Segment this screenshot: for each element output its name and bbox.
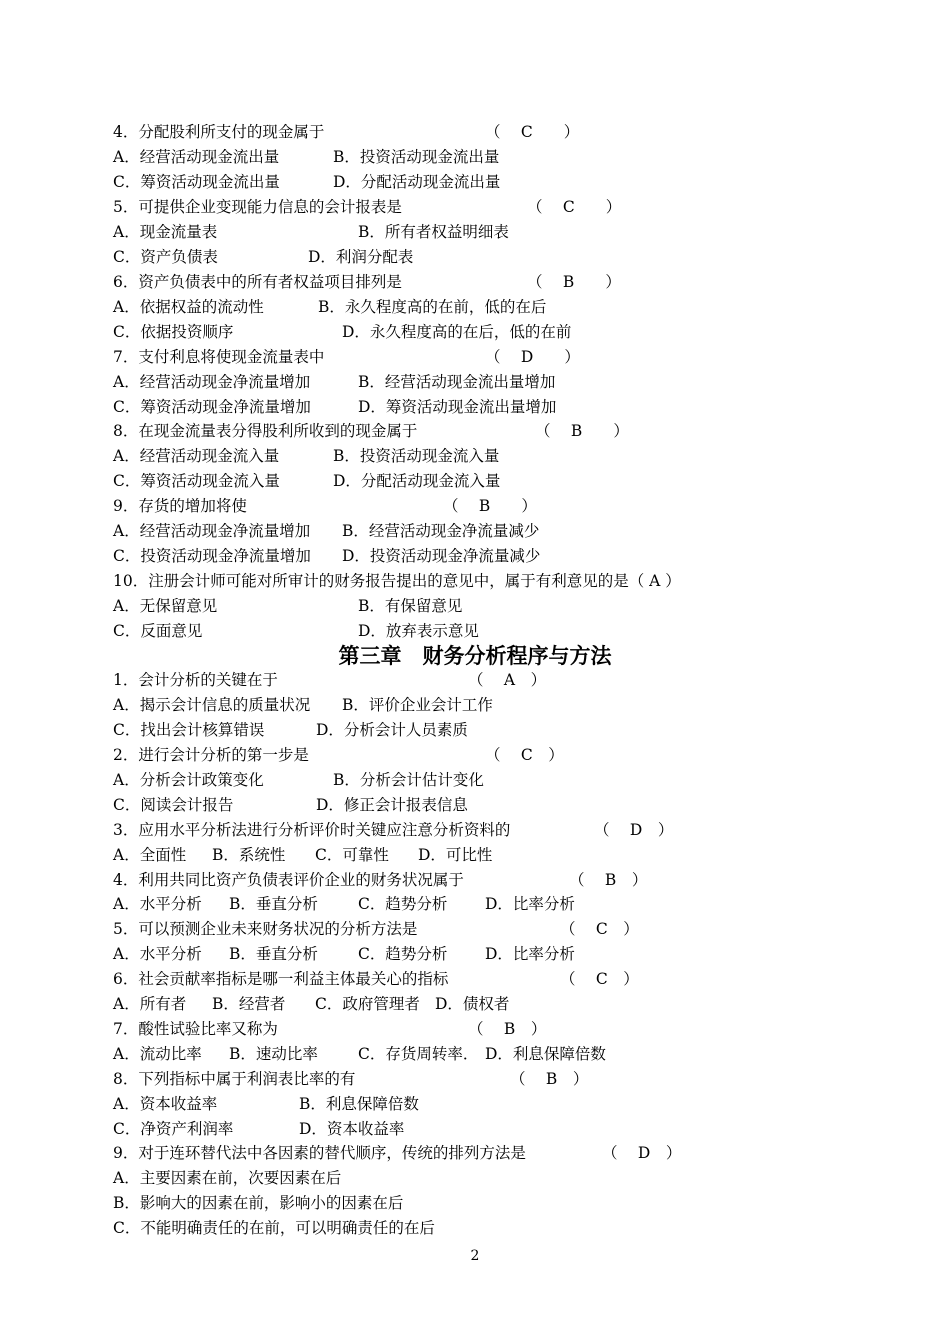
option-row: A．无保留意见 B．有保留意见: [113, 597, 463, 615]
answer: （ D ）: [485, 348, 580, 366]
option-row: C．找出会计核算错误 D．分析会计人员素质: [113, 721, 468, 739]
option-row: A．主要因素在前，次要因素在后: [113, 1169, 342, 1187]
answer: （ A ）: [468, 671, 547, 689]
option-row: A．经营活动现金净流量增加 B．经营活动现金流出量增加: [113, 373, 556, 391]
question-stem: 1．会计分析的关键在于 （ A ）: [113, 668, 278, 693]
option-row: A．经营活动现金流出量 B．投资活动现金流出量: [113, 148, 500, 166]
option-row: A．依据权益的流动性 B．永久程度高的在前，低的在后: [113, 298, 547, 316]
answer: （ C ）: [485, 123, 580, 141]
option-row: C．投资活动现金净流量增加 D．投资活动现金净流量减少: [113, 547, 541, 565]
question-stem: 7．酸性试验比率又称为 （ B ）: [113, 1017, 278, 1042]
option-row: A．分析会计政策变化 B．分析会计估计变化: [113, 771, 484, 789]
question-stem: 3．应用水平分析法进行分析评价时关键应注意分析资料的 （ D ）: [113, 818, 510, 843]
answer: （ C ）: [560, 970, 639, 988]
option-row: A．所有者 B．经营者 C．政府管理者 D．债权者: [113, 995, 510, 1013]
option-row: A．流动比率 B．速动比率 C．存货周转率． D．利息保障倍数: [113, 1045, 606, 1063]
answer: （ C ）: [485, 746, 564, 764]
answer: （ B ）: [527, 273, 621, 291]
question-stem: 2．进行会计分析的第一步是 （ C ）: [113, 743, 309, 768]
question-stem: 7．支付利息将使现金流量表中 （ D ）: [113, 345, 324, 370]
option-row: C．筹资活动现金净流量增加 D．筹资活动现金流出量增加: [113, 398, 557, 416]
option-row: C．不能明确责任的在前，可以明确责任的在后: [113, 1219, 435, 1237]
answer: （ B ）: [443, 497, 537, 515]
question-stem: 8．在现金流量表分得股利所收到的现金属于 （ B ）: [113, 419, 417, 444]
option-row: A．经营活动现金流入量 B．投资活动现金流入量: [113, 447, 500, 465]
option-row: C．净资产利润率 D．资本收益率: [113, 1120, 405, 1138]
answer: （ C ）: [560, 920, 639, 938]
option-row: A．全面性 B．系统性 C．可靠性 D．可比性: [113, 846, 493, 864]
option-row: A．水平分析 B．垂直分析 C．趋势分析 D．比率分析: [113, 895, 575, 913]
answer: （ D ）: [602, 1144, 682, 1162]
answer: （ B ）: [510, 1070, 589, 1088]
question-stem: 9．对于连环替代法中各因素的替代顺序，传统的排列方法是 （ D ）: [113, 1141, 526, 1166]
answer: （ B ）: [468, 1020, 547, 1038]
question-stem: 6．资产负债表中的所有者权益项目排列是 （ B ）: [113, 270, 402, 295]
answer: （ B ）: [535, 422, 629, 440]
option-row: A．资本收益率 B．利息保障倍数: [113, 1095, 419, 1113]
answer: （ B ）: [569, 871, 648, 889]
option-row: B．影响大的因素在前，影响小的因素在后: [113, 1194, 404, 1212]
page-number: 2: [470, 1248, 480, 1264]
question-stem: 5．可以预测企业未来财务状况的分析方法是 （ C ）: [113, 917, 417, 942]
question-stem: 8．下列指标中属于利润表比率的有 （ B ）: [113, 1067, 355, 1092]
question-stem: 4．分配股利所支付的现金属于 （ C ）: [113, 120, 324, 145]
option-row: A．水平分析 B．垂直分析 C．趋势分析 D．比率分析: [113, 945, 575, 963]
question-stem: 4．利用共同比资产负债表评价企业的财务状况属于 （ B ）: [113, 868, 464, 893]
option-row: C．反面意见 D．放弃表示意见: [113, 622, 479, 640]
option-row: C．资产负债表 D．利润分配表: [113, 248, 414, 266]
question-stem: 10．注册会计师可能对所审计的财务报告提出的意见中，属于有利意见的是（ A ）: [113, 572, 681, 590]
answer: （ D ）: [594, 821, 674, 839]
option-row: A．现金流量表 B．所有者权益明细表: [113, 223, 509, 241]
answer: （ C ）: [527, 198, 622, 216]
option-row: C．筹资活动现金流入量 D．分配活动现金流入量: [113, 472, 501, 490]
option-row: A．揭示会计信息的质量状况 B．评价企业会计工作: [113, 696, 493, 714]
option-row: A．经营活动现金净流量增加 B．经营活动现金净流量减少: [113, 522, 540, 540]
option-row: C．阅读会计报告 D．修正会计报表信息: [113, 796, 468, 814]
question-stem: 5．可提供企业变现能力信息的会计报表是 （ C ）: [113, 195, 402, 220]
question-stem: 9．存货的增加将使 （ B ）: [113, 494, 247, 519]
question-stem: 6．社会贡献率指标是哪一利益主体最关心的指标 （ C ）: [113, 967, 448, 992]
option-row: C．依据投资顺序 D．永久程度高的在后，低的在前: [113, 323, 572, 341]
option-row: C．筹资活动现金流出量 D．分配活动现金流出量: [113, 173, 501, 191]
chapter-title: 第三章 财务分析程序与方法: [338, 644, 612, 668]
